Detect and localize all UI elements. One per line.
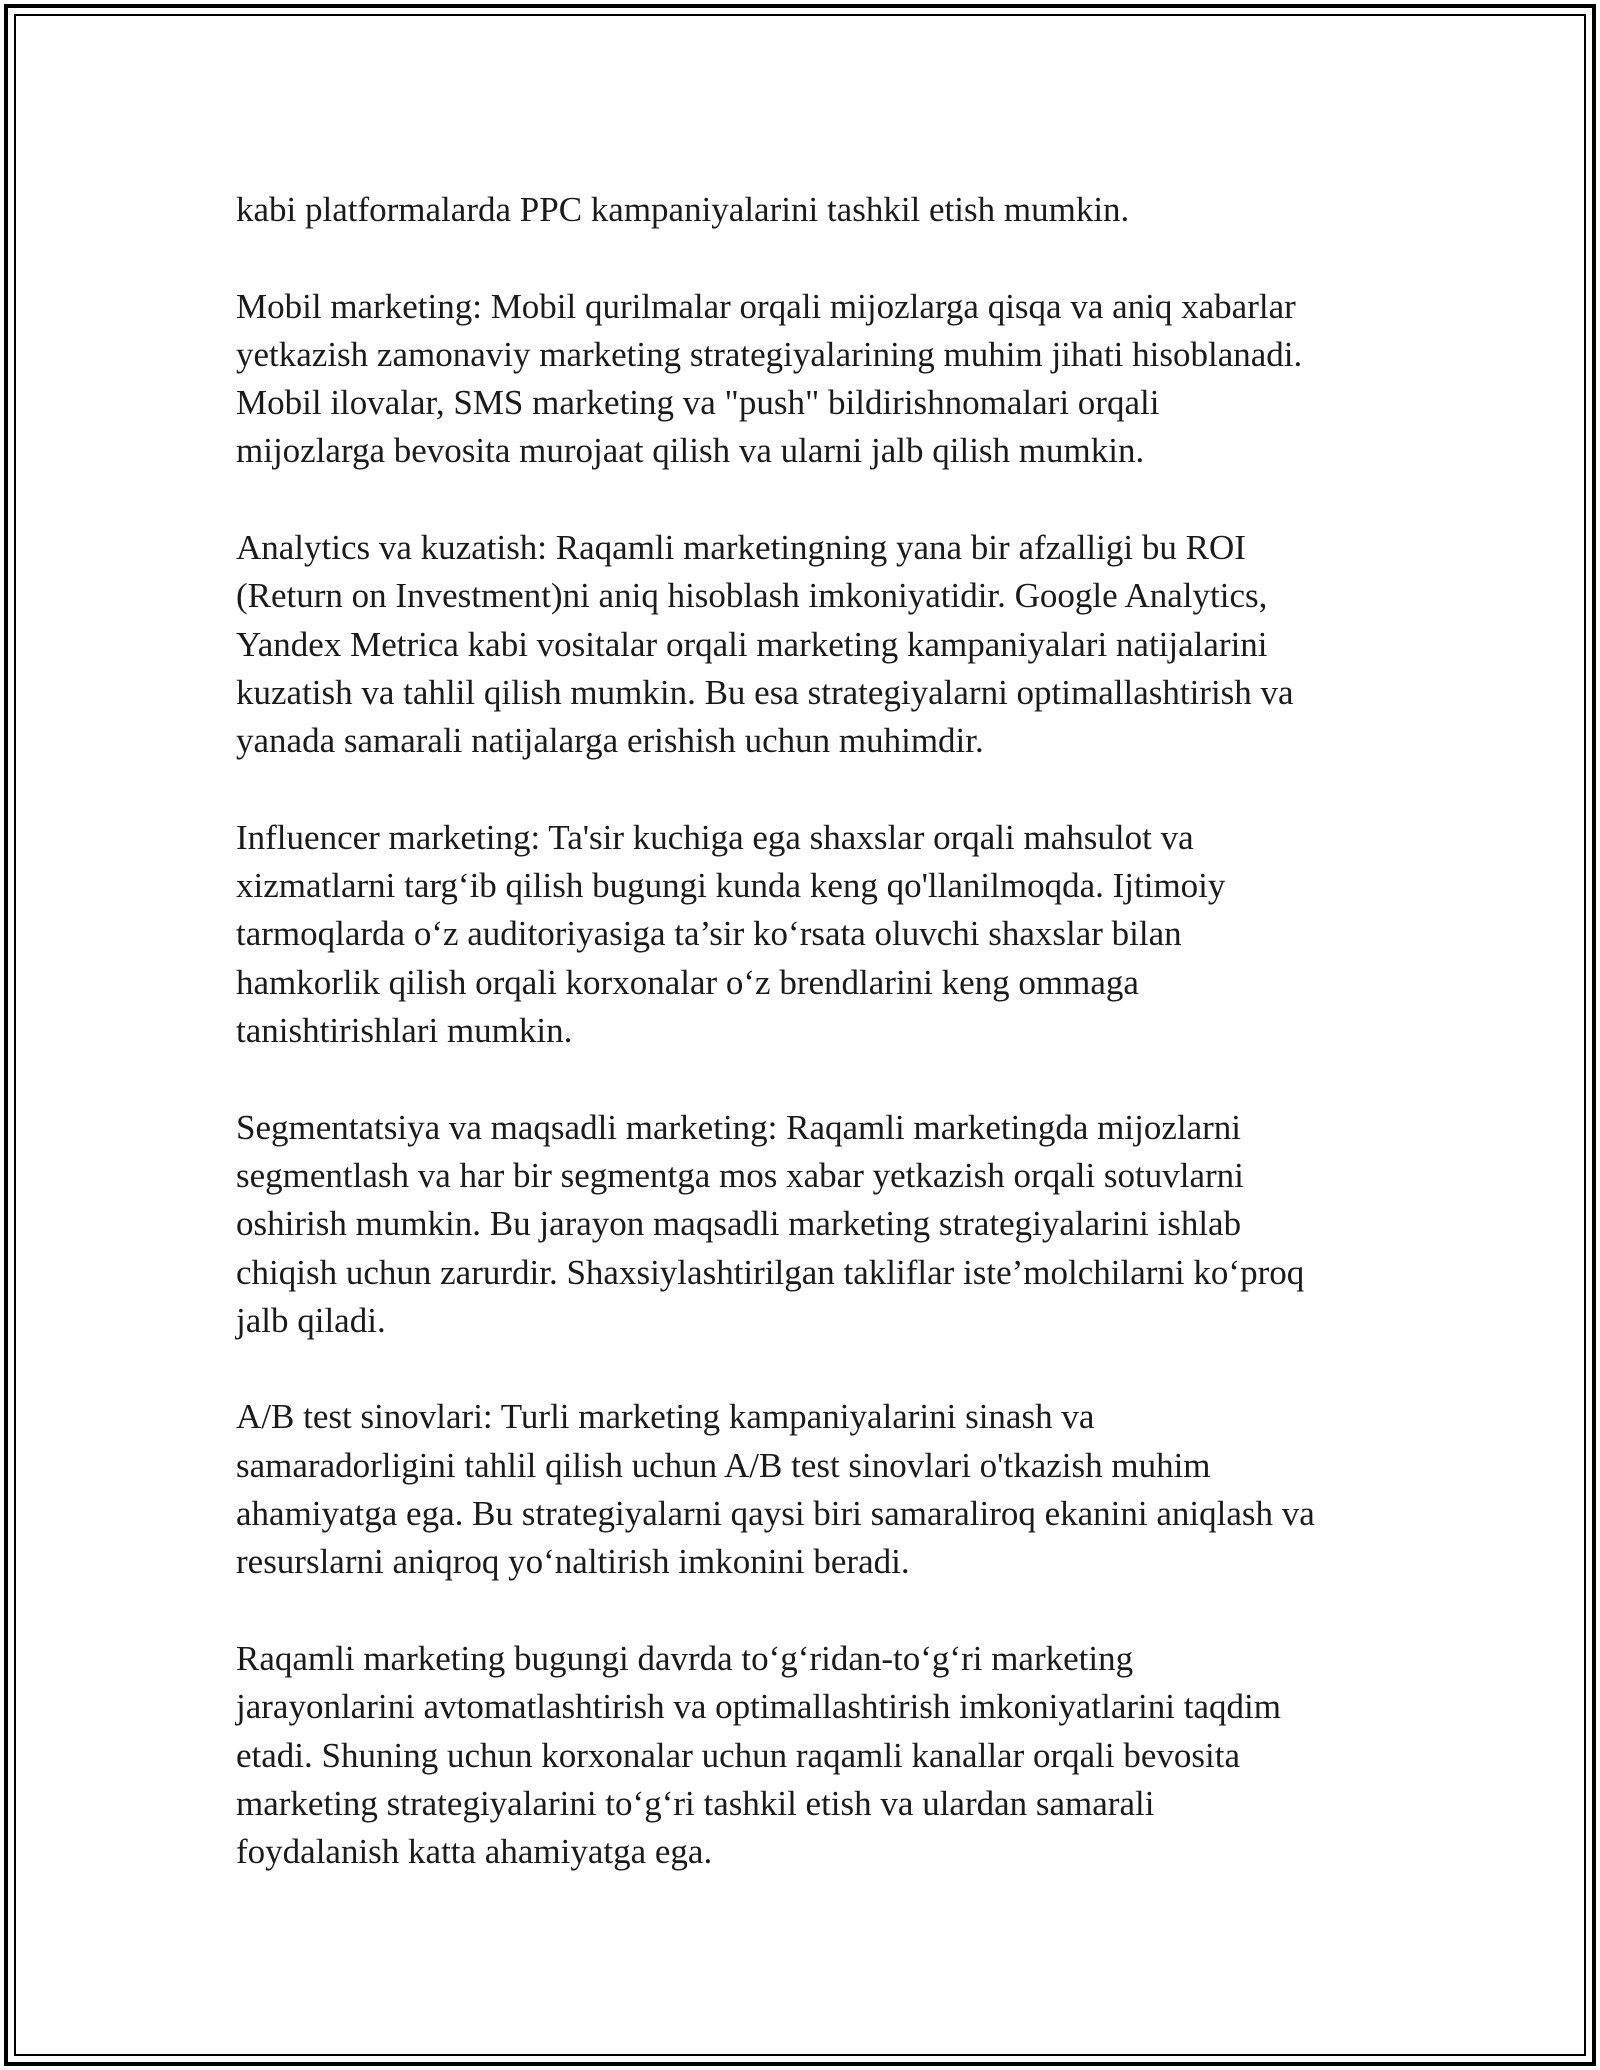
document-body [236,186,1376,1925]
paragraph-analytics: Analytics va kuzatish: Raqamli marketingning yana bir afzalligi bu ROI (Return on Investment)ni aniq hisoblash imkoniyatidir. Google Analytics, Yandex Metrica kabi vositalar orqali marketing kampaniyalari natijalarini kuzatish va tahlil qilish mumkin. Bu esa strategiyalarni optimallashtirish va yanada samarali natijalarga erishish uchun muhimdir. [236,528,1294,761]
paragraph-ppc-continuation: kabi platformalarda PPC kampaniyalarini tashkil etish mumkin. [236,190,1130,229]
paragraph-ab-testing: A/B test sinovlari: Turli marketing kampaniyalarini sinash va samaradorligini tahlil qilish uchun A/B test sinovlari o'tkazish muhim ahamiyatga ega. Bu strategiyalarni qaysi biri samaraliroq ekanini aniqlash va resurslarni aniqroq yo‘naltirish imkonini beradi. [236,1397,1315,1582]
paragraph-mobile-marketing: Mobil marketing: Mobil qurilmalar orqali mijozlarga qisqa va aniq xabarlar yetkazish zamonaviy marketing strategiyalarining muhim jihati hisoblanadi. Mobil ilovalar, SMS marketing va "push" bildirishnomalari orqali mijozlarga bevosita murojaat qilish va ularni jalb qilish mumkin. [236,286,1303,471]
paragraph-influencer-marketing: Influencer marketing: Ta'sir kuchiga ega shaxslar orqali mahsulot va xizmatlarni targ‘ib qilish bugungi kunda keng qo'llanilmoqda. Ijtimoiy tarmoqlarda o‘z auditoriyasiga ta’sir ko‘rsata oluvchi shaxslar bilan hamkorlik qilish orqali korxonalar o‘z brendlarini keng ommaga tanishtirishlari mumkin. [236,817,1226,1051]
paragraph-conclusion: Raqamli marketing bugungi davrda to‘g‘ridan-to‘g‘ri marketing jarayonlarini avtomatlashtirish va optimallashtirish imkoniyatlarini taqdim etadi. Shuning uchun korxonalar uchun raqamli kanallar orqali bevosita marketing strategiyalarini to‘g‘ri tashkil etish va ulardan samarali foydalanish katta ahamiyatga ega. [236,1638,1281,1872]
paragraph-segmentation: Segmentatsiya va maqsadli marketing: Raqamli marketingda mijozlarni segmentlash va har bir segmentga mos xabar yetkazish orqali sotuvlarni oshirish mumkin. Bu jarayon maqsadli marketing strategiyalarini ishlab chiqish uchun zarurdir. Shaxsiylashtirilgan takliflar iste’molchilarni ko‘proq jalb qiladi. [236,1107,1305,1340]
